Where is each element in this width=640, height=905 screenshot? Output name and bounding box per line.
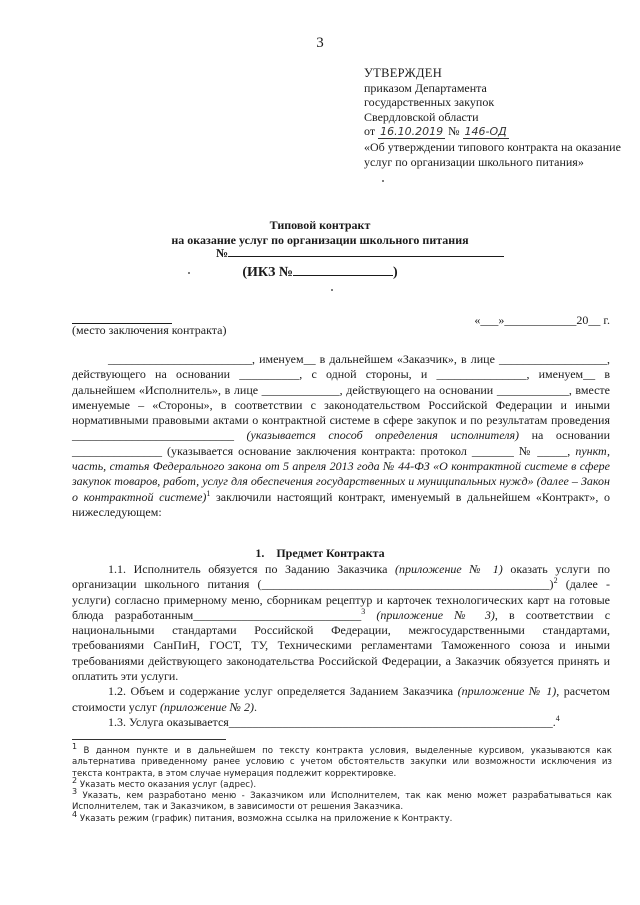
contract-number-line xyxy=(216,246,504,261)
clause-1-1 xyxy=(72,562,610,684)
preamble-italic: (указывается способ определения исполнителя) xyxy=(246,428,520,443)
clause-italic: (приложение № 1) xyxy=(395,562,503,576)
preamble-end: заключили настоящий контракт, именуемый в дальнейшем «Контракт», о нижеследующем: xyxy=(72,489,610,519)
footnote xyxy=(72,742,612,780)
date-prefix: от xyxy=(364,124,376,139)
clause-text: 1.3. Услуга оказывается______________________________________________________. xyxy=(108,714,556,729)
clause-text: 1.1. Исполнитель обязуется по Заданию Заказчика xyxy=(108,562,388,576)
footnote-ref: 3 xyxy=(361,606,366,616)
ikz-blank xyxy=(293,264,393,276)
clause-text: 1.2. Объем и содержание услуг определяется Заданием Заказчика xyxy=(108,684,454,699)
ikz-close: ) xyxy=(393,265,398,280)
approval-line: приказом Департамента xyxy=(364,80,487,95)
footnote xyxy=(72,809,612,825)
scan-speck xyxy=(188,272,190,274)
document-title: Типовой контракт xyxy=(269,218,371,232)
preamble-text-cont: на основании _______________ (указывается основание заключения контракта: протокол _______ № _____, xyxy=(72,428,610,458)
footnote-number: 4 xyxy=(72,809,78,819)
footnote-ref: 2 xyxy=(553,576,558,586)
footnote xyxy=(72,787,612,814)
clause-italic: (приложение № 2) xyxy=(159,699,254,714)
approval-date-line xyxy=(364,124,624,140)
footnote-number: 1 xyxy=(72,742,78,752)
date-template: «___»____________20__ г. xyxy=(474,313,610,327)
preamble-text: ________________________, именуем__ в дальнейшем «Заказчик», в лице __________________, действующего на основании __________, с одной стороны, и _______________, именуем__ в дальнейшем «Исполнитель», в лице _____________, действующего на основании ____________, вместе именуемые – «Стороны», в соответствии с законодательством Российской Федерации и иными нормативными правовыми актами о контрактной системе в сфере закупок и по результатам проведения ___________________________ xyxy=(72,352,610,443)
clause-italic: (приложение № 1) xyxy=(457,684,557,699)
number-blank xyxy=(228,246,504,257)
footnote-ref: 1 xyxy=(206,488,211,498)
section-heading: 1. Предмет Контракта xyxy=(255,546,385,560)
footnotes xyxy=(72,742,612,825)
number-prefix: № xyxy=(448,124,460,139)
approval-line: Свердловской области xyxy=(364,109,479,124)
ikz-line xyxy=(0,264,640,281)
document-subtitle: на оказание услуг по организации школьного питания xyxy=(171,233,469,247)
handwritten-date: 16.10.2019 xyxy=(380,125,444,139)
footnote-ref: 4 xyxy=(555,713,560,723)
approval-stamp xyxy=(364,66,624,169)
footnote-separator xyxy=(72,739,226,740)
page-number: 3 xyxy=(316,35,324,51)
section-body xyxy=(72,562,610,730)
handwritten-number: 146-ОД xyxy=(464,125,507,139)
footnote-number: 3 xyxy=(72,787,78,797)
footnote-text: Указать, кем разработано меню - Заказчиком или Исполнителем, так как меню может разрабатываться как Исполнителем, так и Заказчиком, в зависимости от решения Заказчика. xyxy=(72,791,612,813)
footnote-text: Указать место оказания услуг (адрес). xyxy=(79,779,257,790)
preamble-italic-law: пункт, часть, статья Федерального закона от 5 апреля 2013 года № 44-ФЗ «О контрактной системе в сфере закупок товаров, работ, услуг для обеспечения государственных и муниципальных нужд» (далее – Закон о контрактной системе) xyxy=(72,443,611,504)
place-caption: (место заключения контракта) xyxy=(72,323,227,337)
clause-text: , расчетом стоимости услуг xyxy=(72,684,611,714)
number-sign: № xyxy=(216,246,229,260)
scan-speck xyxy=(382,180,384,182)
preamble xyxy=(72,352,610,520)
footnote-text: В данном пункте и в дальнейшем по тексту контракта условия, выделенные курсивом, указываются как альтернатива приведенному ранее условию с учетом обстоятельств закупки или возможности исключения из текста контракта, в этом случае нумерация подлежит корректировке. xyxy=(72,746,612,779)
approval-line: государственных закупок xyxy=(364,95,495,110)
clause-text: . xyxy=(253,699,257,714)
clause-text: оказать услуги по организации школьного питания (________________________________________________) xyxy=(72,562,611,592)
ikz-label: (ИКЗ № xyxy=(242,265,293,280)
footnote-text: Указать режим (график) питания, возможна ссылка на приложение к Контракту. xyxy=(79,813,453,824)
clause-text: (далее - услуги) согласно примерному меню, сборникам рецептур и карточек технологических карт на готовые блюда разработанным____________________________ xyxy=(72,577,611,622)
approval-heading: УТВЕРЖДЕН xyxy=(364,66,443,80)
clause-italic: (приложение № 3) xyxy=(376,607,495,622)
footnote xyxy=(72,776,612,791)
clause-text: , в соответствии с национальными стандартами Российской Федерации, межгосударственными стандартами, требованиями СанПиН, ГОСТ, ТУ, Техническими регламентами Таможенного союза и иными требованиями действующего законодательства Российской Федерации, а Заказчик обязуется принять и оплатить эти услуги. xyxy=(72,607,611,684)
scan-speck xyxy=(331,289,333,291)
footnote-number: 2 xyxy=(72,776,78,786)
clause-1-3 xyxy=(72,715,610,730)
clause-1-2 xyxy=(72,684,610,715)
approval-subject: «Об утверждении типового контракта на оказание услуг по организации школьного питания» xyxy=(364,139,621,169)
